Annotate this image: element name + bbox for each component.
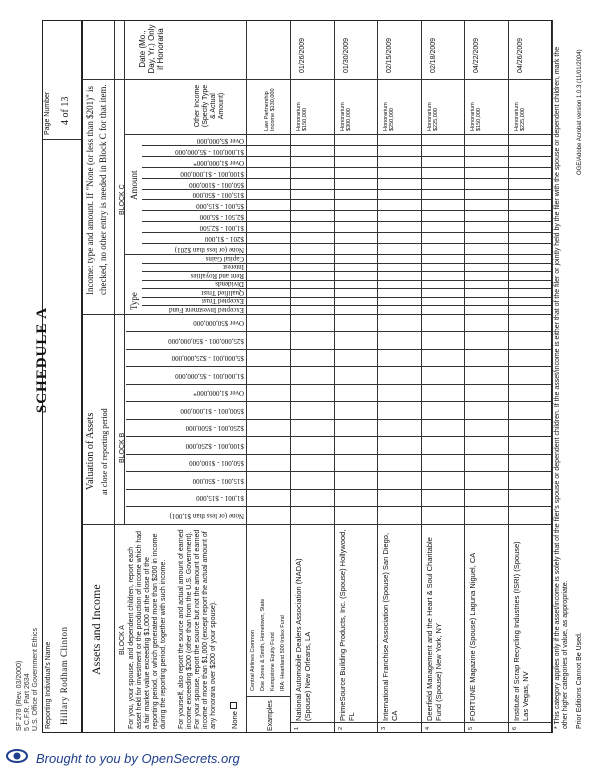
amount-col-10: $1,000,001 - $5,000,000 <box>175 147 244 156</box>
row-other-income: Honorarium $300,000 <box>339 102 352 131</box>
amount-col-rule <box>142 167 552 168</box>
row-date: 02/18/2009 <box>429 37 437 73</box>
row-other-income: Honorarium $225,000 <box>426 102 439 131</box>
type-label: Type <box>129 292 139 310</box>
amount-col-rule <box>142 199 552 200</box>
row-asset-name: Institute of Scrap Recycling Industries (ISRI) (Spouse) Las Vegas, NV <box>512 541 530 721</box>
row-other-income: Honorarium $225,000 <box>514 102 526 131</box>
valuation-col-rule <box>126 472 552 473</box>
valuation-col-5: $100,001 - $250,000 <box>185 442 244 450</box>
row-number: 1 <box>294 726 300 730</box>
valuation-col-11: $25,000,001 - $50,000,000 <box>168 337 244 345</box>
examples-divider <box>246 696 290 697</box>
reporting-name: Hillary Rodham Clinton <box>59 626 69 725</box>
type-amount-divider <box>124 254 552 255</box>
amount-col-rule <box>142 210 552 211</box>
row-rule <box>508 20 509 733</box>
amount-col-rule <box>142 221 552 222</box>
type-col-rule <box>142 280 552 281</box>
form-id: SF 278 (Rev. 03/2000) <box>16 660 23 731</box>
form-header <box>16 628 40 731</box>
valuation-col-rule <box>126 349 552 350</box>
amount-col-rule <box>142 178 552 179</box>
valuation-col-rule <box>126 332 552 333</box>
type-col-rule <box>142 271 552 272</box>
example-item-4: IRA: Heartland 500 Index Fund <box>280 615 286 691</box>
assets-title: Assets and Income <box>89 584 103 675</box>
valuation-col-rule <box>126 384 552 385</box>
valuation-col-rule <box>126 507 552 508</box>
example-item-1: Central Airlines Common <box>250 630 256 691</box>
amount-col-3: $1,001 - $2,500 <box>199 224 244 233</box>
date-label: Date (Mo., Day, Yr.) Only if Honoraria <box>138 24 165 74</box>
row-other-income: Honorarium $150,000 <box>470 102 483 131</box>
row-rule <box>334 20 335 733</box>
valuation-col-rule <box>126 419 552 420</box>
valuation-col-rule <box>126 437 552 438</box>
type-col-3: Qualified Trust <box>201 288 244 297</box>
valuation-col-rule <box>126 402 552 403</box>
amount-col-rule <box>142 189 552 190</box>
row-asset-name: PrimeSource Building Products, Inc. (Spouse) Hollywood, FL <box>337 529 356 721</box>
valuation-col-3: $15,001 - $50,000 <box>192 477 244 485</box>
column-head-top <box>124 20 125 525</box>
amount-col-8: $100,001 - $1,000,000 <box>180 169 244 178</box>
amount-col-rule <box>142 232 552 233</box>
examples-label: Examples <box>267 700 274 731</box>
block-a-divider <box>82 524 552 525</box>
row-rule <box>552 20 553 733</box>
examples-bottom <box>290 20 291 733</box>
instructions-p1: For you, your spouse, and dependent children, report each asset held for investment or the production of income which had a fair market value exceeding $1,000 at the close of the reporting period, or which generated more than $200 in income during the reporting period, together with such income. <box>128 530 167 729</box>
other-income-divider <box>124 134 552 135</box>
valuation-col-7: $500,001 - $1,000,000 <box>180 407 244 415</box>
column-head-bottom <box>246 20 247 733</box>
row-other-income: Honorarium $150,000 <box>296 102 308 131</box>
date-divider <box>82 79 552 80</box>
example-item-3: Kempstone Equity Fund <box>270 632 276 691</box>
version-note: OGE/Adobe Acrobat version 1.0.3 (11/01/2004) <box>577 49 583 175</box>
footnote: * This category applies only if the asset/income is solely that of the filer's spouse or dependent children. If the asset/income is either that of the filer or jointly held by the filer with the spouse or dependent children, mark the other higher categories of value, as appropriate. <box>554 46 569 729</box>
type-col-5: Rent and Royalties <box>190 271 244 280</box>
valuation-col-rule <box>126 489 552 490</box>
amount-col-2: $201 - $1,000 <box>204 235 244 244</box>
valuation-col-6: $250,001 - $500,000 <box>185 424 244 433</box>
block-a-label: BLOCK A <box>119 625 126 655</box>
row-asset-name: Deerfield Management and the Heart & Soul Charitable Fund (Spouse) New York, NY <box>424 537 443 721</box>
page-label: Page Number <box>44 91 51 135</box>
example-other-income: Law Partnership Income $130,000 <box>264 88 276 131</box>
row-asset-name: International Franchise Association (Spouse) San Diego, CA <box>381 532 400 721</box>
row-asset-name: National Automobile Dealers Association (NADA) (Spouse) New Orleans, LA <box>294 558 312 721</box>
header-strip-line <box>114 20 115 733</box>
amount-col-rule <box>142 243 552 244</box>
schedule-a-form <box>14 18 586 735</box>
type-col-rule <box>142 297 552 298</box>
valuation-title: Valuation of Assets <box>85 412 96 490</box>
none-checkbox[interactable] <box>230 702 237 709</box>
valuation-col-rule <box>126 367 552 368</box>
row-number: 3 <box>381 726 388 730</box>
valuation-col-2: $1,001 - $15,000 <box>196 494 244 503</box>
row-rule <box>377 20 378 733</box>
page-divider <box>42 139 82 140</box>
schedule-title: SCHEDULE A <box>34 306 50 414</box>
reporting-label: Reporting Individual's Name <box>45 641 52 729</box>
amount-col-4: $2,501 - $5,000 <box>199 213 244 222</box>
row-rule <box>421 20 422 733</box>
income-title: Income: type and amount. If "None (or less than $201)" is <box>85 85 95 295</box>
type-col-rule <box>142 305 552 306</box>
block-b-divider <box>82 314 552 315</box>
cfr-reference: 5 C.F.R. Part 2634 <box>24 673 31 731</box>
valuation-col-1: None (or less than $1,001) <box>169 512 244 520</box>
amount-col-5: $5,001 - $15,000 <box>196 202 244 211</box>
valuation-col-4: $50,001 - $100,000 <box>189 459 244 468</box>
income-subtitle: checked, no other entry is needed in Block C for that item. <box>98 84 108 295</box>
valuation-col-12: Over $50,000,000 <box>193 319 244 328</box>
page-value: 4 of 13 <box>60 96 71 125</box>
row-date: 02/15/2009 <box>386 37 394 73</box>
type-col-1: Excepted Investment Fund <box>168 306 244 314</box>
row-date: 04/26/2009 <box>517 37 524 73</box>
row-date: 04/22/2009 <box>473 37 481 73</box>
type-col-2: Excepted Trust <box>201 297 244 306</box>
valuation-col-8: Over $1,000,000* <box>193 389 244 398</box>
valuation-subtitle: at close of reporting period <box>100 408 109 495</box>
row-number: 2 <box>337 726 344 730</box>
type-col-6: Interest <box>223 263 244 272</box>
other-income-label: Other Income (Specify Type & Actual Amount) <box>194 84 225 128</box>
block-b-label: BLOCK B <box>119 432 126 463</box>
type-col-rule <box>142 288 552 289</box>
banner-text: Brought to you by OpenSecrets.org <box>36 751 240 766</box>
prior-editions: Prior Editions Cannot Be Used. <box>576 632 583 729</box>
opensecrets-banner <box>0 740 600 777</box>
row-date: 01/30/2009 <box>342 37 350 73</box>
row-number: 6 <box>512 726 518 730</box>
example-item-2: Doe Jones & Smith, Hometown, State <box>260 598 266 691</box>
valuation-col-9: $1,000,001 - $5,000,000 <box>175 372 244 380</box>
row-number: 5 <box>468 726 475 730</box>
amount-col-rule <box>142 145 552 146</box>
type-col-7: Capital Gains <box>205 254 244 263</box>
row-other-income: Honorarium $250,000 <box>383 102 396 131</box>
valuation-col-rule <box>126 454 552 455</box>
none-label: None <box>230 711 239 729</box>
row-date: 01/26/2009 <box>299 37 306 73</box>
row-number-divider <box>290 722 552 723</box>
block-c-label: BLOCK C <box>119 184 126 215</box>
form-frame <box>14 18 586 735</box>
row-asset-name: FORTUNE Magazine (Spouse) Laguna Niguel, CA <box>468 552 478 721</box>
amount-col-rule <box>142 156 552 157</box>
amount-label: Amount <box>129 170 139 200</box>
valuation-col-10: $5,000,001 - $25,000,000 <box>171 354 244 363</box>
eye-logo-icon <box>6 748 28 764</box>
row-rule <box>464 20 465 733</box>
amount-col-1: None (or less than $201) <box>174 246 244 254</box>
amount-col-7: $50,001 - $100,000 <box>189 180 244 189</box>
office-name: U.S. Office of Government Ethics <box>32 628 39 731</box>
instructions-p2: For yourself, also report the source and actual amount of earned income exceeding $200 (other than from the U.S. Government). For your spouse, report the source but not the amount of earned income of more than $1,000 (except report the actual amount of any honoraria over $200 of your spouse). <box>178 529 217 729</box>
amount-col-6: $15,001 - $50,000 <box>192 191 244 200</box>
amount-col-11: Over $5,000,000 <box>196 136 244 145</box>
type-col-4: Dividends <box>215 280 244 289</box>
type-col-rule <box>142 263 552 264</box>
row-number: 4 <box>424 726 431 730</box>
amount-col-9: Over $1,000,000* <box>193 158 244 167</box>
